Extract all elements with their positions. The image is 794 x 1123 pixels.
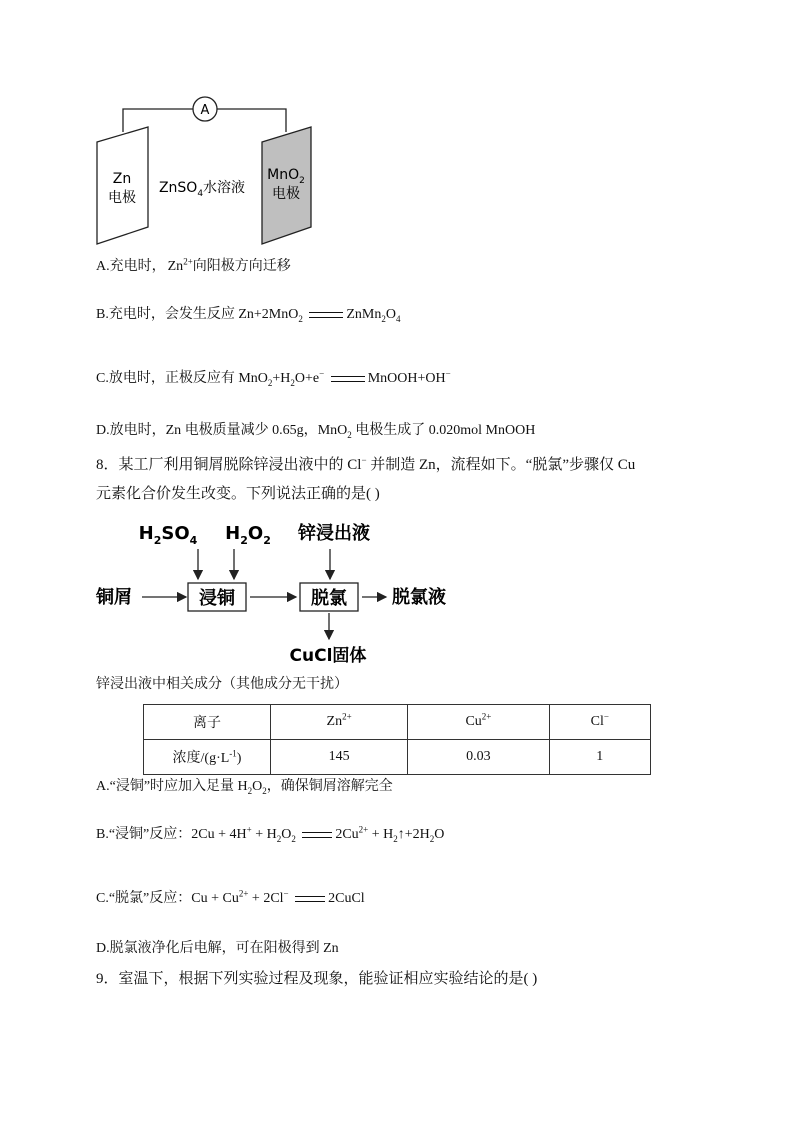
table-row	[144, 705, 651, 740]
mno2-electrode-label: MnO$_2$	[267, 167, 305, 186]
electrolyte-label: ZnSO$_4$水溶液	[158, 180, 246, 199]
reagent-h2o2: $H_2O_2$	[225, 523, 271, 547]
q7-option-c: C.放电时，正极反应有 $MnO_2+H_2O+e^-$ MnOOH+OH−	[96, 368, 451, 388]
header-cl: Cl−	[549, 705, 650, 740]
header-cu: $Cu^{2+}$	[408, 705, 549, 740]
step-leach-copper: 浸铜	[199, 588, 235, 609]
output-dechlorinated-liquid: 脱氯液	[392, 587, 446, 608]
cell-zn-value: 145	[271, 740, 408, 775]
battery-diagram	[90, 92, 330, 252]
mno2-electrode-label2: 电极	[272, 186, 300, 202]
reagent-leach-liquid: 锌浸出液	[298, 523, 370, 544]
q8-stem-line1: 8．某工厂利用铜屑脱除锌浸出液中的 Cl− 并制造 Zn，流程如下。“脱氯”步骤仅 Cu	[96, 455, 636, 473]
q8-option-d: D.脱氯液净化后电解，可在阳极得到 Zn	[96, 941, 339, 956]
header-ion: 离子	[144, 705, 271, 740]
q8-flowchart	[90, 515, 470, 670]
cell-cl-value: 1	[549, 740, 650, 775]
q8-stem-line2: 元素化合价发生改变。下列说法正确的是( )	[96, 486, 380, 502]
table-row	[144, 740, 651, 775]
input-copper-scrap: 铜屑	[96, 587, 132, 608]
composition-table	[143, 704, 651, 775]
table-caption: 锌浸出液中相关成分（其他成分无干扰）	[96, 677, 348, 692]
q8-option-b: B.“浸铜”反应：$2Cu + 4H^+ + H_2O_2$ $2Cu^{2+}$ + $H_2↑+2H_2O$	[96, 824, 445, 844]
ammeter-label: A	[200, 103, 210, 118]
equals-double-line	[302, 832, 332, 838]
q9-stem: 9．室温下，根据下列实验过程及现象，能验证相应实验结论的是( )	[96, 971, 538, 987]
output-cucl-solid: CuCl固体	[289, 646, 367, 666]
zn-electrode-label: Zn	[112, 171, 132, 187]
equals-double-line	[309, 312, 343, 318]
q7-option-d: D.放电时，Zn 电极质量减少 0.65g，MnO$_2$ 电极生成了 0.020mol MnOOH	[96, 423, 536, 440]
zn-electrode-label2: 电极	[108, 190, 136, 206]
equals-double-line	[331, 376, 365, 382]
equals-double-line	[295, 896, 325, 902]
q8-option-c: C.“脱氯”反应：$Cu + Cu^{2+} + 2Cl^-$ 2CuCl	[96, 888, 365, 906]
q8-option-a: A.“浸铜”时应加入足量 $H_2O_2$，确保铜屑溶解完全	[96, 779, 393, 796]
step-dechlorination: 脱氯	[311, 588, 347, 609]
cell-cu-value: 0.03	[408, 740, 549, 775]
header-zn: $Zn^{2+}$	[271, 705, 408, 740]
row-label-concentration: 浓度$/(g\cdot L^{-1})$	[144, 740, 271, 775]
q7-option-b: B.充电时，会发生反应 Zn+2MnO$_2$ $ZnMn_2O_4$	[96, 307, 401, 324]
reagent-h2so4: $H_2SO_4$	[138, 523, 198, 547]
q7-option-a: A.充电时， $Zn^{2+}$向阳极方向迁移	[96, 256, 291, 274]
